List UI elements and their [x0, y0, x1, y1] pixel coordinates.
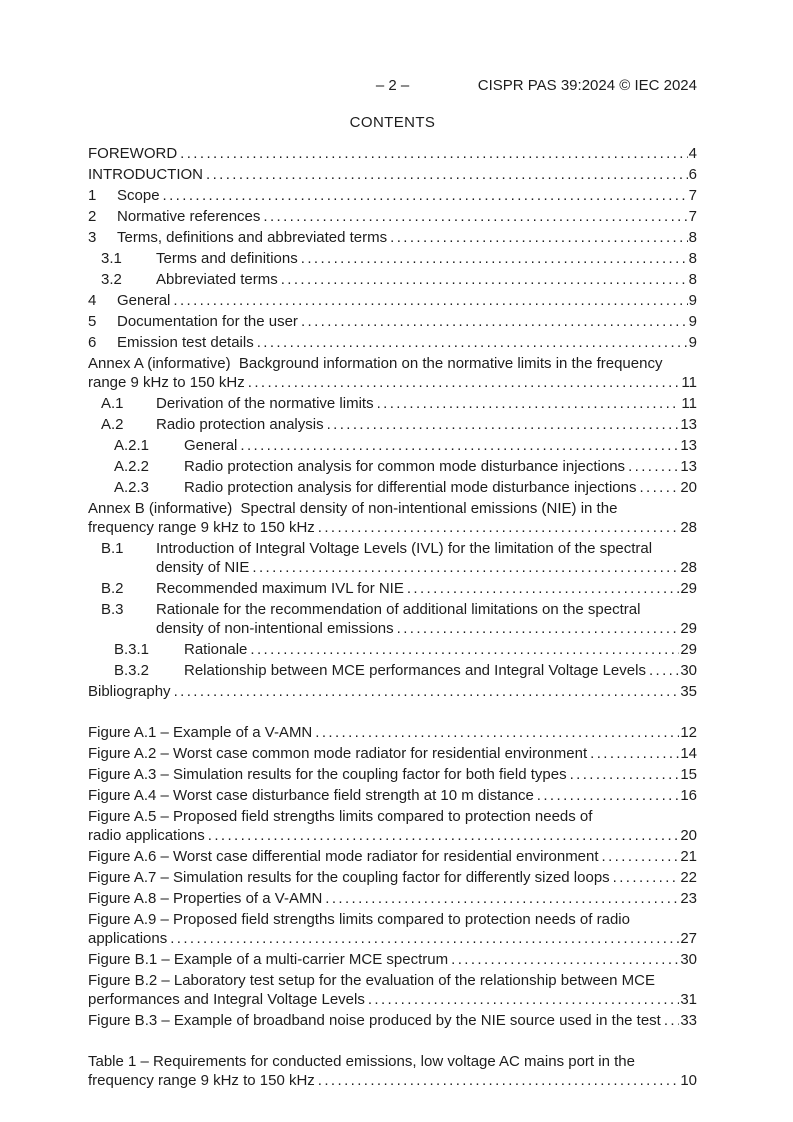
toc-entry-page: 9	[688, 334, 697, 351]
toc-entry-text: applications	[88, 930, 168, 947]
toc-entry-page: 28	[680, 519, 697, 536]
toc-entry-text: density of non-intentional emissions	[156, 620, 394, 637]
toc-entry[interactable]	[88, 1011, 697, 1030]
toc-entry-text: Figure A.2 – Worst case common mode radiator for residential environment	[88, 745, 588, 762]
toc-entry-number: A.2	[101, 416, 124, 433]
dot-leader	[649, 661, 679, 680]
toc-entry-text: frequency range 9 kHz to 150 kHz	[88, 1072, 315, 1089]
toc-entry-page: 33	[680, 1012, 697, 1029]
dot-leader	[301, 249, 688, 268]
toc-entry[interactable]	[88, 950, 697, 969]
toc-entry-page: 4	[688, 145, 697, 162]
toc-entry[interactable]	[88, 868, 697, 887]
dot-leader	[639, 478, 679, 497]
dot-leader	[602, 847, 680, 866]
toc-entry-text: Scope	[117, 187, 160, 204]
toc-entry-text: Rationale	[184, 641, 248, 658]
dot-leader	[281, 270, 688, 289]
toc-entry[interactable]	[88, 889, 697, 908]
dot-leader	[252, 558, 679, 577]
toc-entry[interactable]	[88, 478, 697, 497]
page-header	[88, 76, 697, 95]
toc-entry[interactable]	[88, 207, 697, 226]
toc-entry-text: Annex A (informative) Background information on the normative limits in the frequency	[88, 355, 663, 372]
toc-entry-text: FOREWORD	[88, 145, 178, 162]
toc-entry[interactable]	[88, 910, 697, 948]
dot-leader	[257, 333, 688, 352]
dot-leader	[180, 144, 687, 163]
toc-entry-page: 12	[680, 724, 697, 741]
toc-entry-page: 8	[688, 271, 697, 288]
toc-entry-text: Radio protection analysis for differential mode disturbance injections	[184, 479, 637, 496]
dot-leader	[208, 826, 680, 845]
toc-entry-page: 20	[680, 479, 697, 496]
toc-entry-text: Emission test details	[117, 334, 254, 351]
toc-entry-number: 5	[88, 313, 97, 330]
contents-title: CONTENTS	[349, 114, 436, 131]
toc-entry-number: 3.1	[101, 250, 122, 267]
dot-leader	[537, 786, 680, 805]
toc-entry-page: 15	[680, 766, 697, 783]
toc-entry-page: 29	[680, 641, 697, 658]
toc-entry-page: 13	[680, 416, 697, 433]
toc-entry-text: Figure A.7 – Simulation results for the coupling factor for differently sized loops	[88, 869, 610, 886]
toc-entry[interactable]	[88, 640, 697, 659]
toc-entry-text: Rationale for the recommendation of additional limitations on the spectral	[156, 601, 641, 618]
toc-entry-text: Documentation for the user	[117, 313, 298, 330]
toc-entry-text: General	[117, 292, 171, 309]
toc-entry-number: B.2	[101, 580, 124, 597]
toc-entry-page: 14	[680, 745, 697, 762]
toc-entry-text: Figure A.9 – Proposed field strengths limits compared to protection needs of radio	[88, 911, 630, 928]
dot-leader	[173, 291, 687, 310]
toc-entry-text: Figure B.3 – Example of broadband noise produced by the NIE source used in the test	[88, 1012, 661, 1029]
toc-entry-number: 6	[88, 334, 97, 351]
toc-entry[interactable]	[88, 661, 697, 680]
toc-entry[interactable]	[88, 249, 697, 268]
dot-leader	[250, 640, 679, 659]
toc-entry[interactable]	[88, 186, 697, 205]
toc-entry[interactable]	[88, 579, 697, 598]
toc-entry-number: 3	[88, 229, 97, 246]
toc-entry[interactable]	[88, 765, 697, 784]
toc-entry-page: 23	[680, 890, 697, 907]
toc-entry-number: 3.2	[101, 271, 122, 288]
toc-entry-text: Figure B.2 – Laboratory test setup for the evaluation of the relationship between MCE	[88, 972, 655, 989]
toc-entry-text: Derivation of the normative limits	[156, 395, 374, 412]
toc-entry-number: B.3.1	[114, 641, 150, 658]
toc-entry-page: 7	[688, 208, 697, 225]
toc-entry-page: 35	[680, 683, 697, 700]
dot-leader	[377, 394, 681, 413]
toc-entry-text: Terms, definitions and abbreviated terms	[117, 229, 388, 246]
toc-entry-text: Figure A.5 – Proposed field strengths limits compared to protection needs of	[88, 808, 593, 825]
toc-entry-number: A.2.3	[114, 479, 150, 496]
dot-leader	[613, 868, 680, 887]
toc-entry-page: 16	[680, 787, 697, 804]
table-of-contents	[88, 144, 697, 1090]
toc-entry-page: 28	[680, 559, 697, 576]
toc-entry-number: A.2.2	[114, 458, 150, 475]
dot-leader	[570, 765, 680, 784]
toc-entry-text: Figure A.1 – Example of a V-AMN	[88, 724, 313, 741]
toc-entry-text: Recommended maximum IVL for NIE	[156, 580, 404, 597]
dot-leader	[628, 457, 679, 476]
dot-leader	[174, 682, 680, 701]
toc-entry[interactable]	[88, 457, 697, 476]
dot-leader	[590, 744, 679, 763]
dot-leader	[301, 312, 688, 331]
toc-entry-text: Normative references	[117, 208, 261, 225]
dot-leader	[318, 1071, 680, 1090]
toc-entry-number: B.3.2	[114, 662, 150, 679]
toc-entry[interactable]	[88, 723, 697, 742]
toc-entry[interactable]	[88, 682, 697, 701]
toc-entry[interactable]	[88, 415, 697, 434]
toc-entry[interactable]	[88, 144, 697, 163]
toc-entry-number: B.1	[101, 540, 124, 557]
dot-leader	[368, 990, 679, 1009]
toc-entry[interactable]	[88, 291, 697, 310]
toc-entry-text: performances and Integral Voltage Levels	[88, 991, 365, 1008]
toc-entry[interactable]	[88, 312, 697, 331]
toc-entry-page: 31	[680, 991, 697, 1008]
toc-entry-text: Relationship between MCE performances and Integral Voltage Levels	[184, 662, 646, 679]
toc-entry-page: 9	[688, 313, 697, 330]
toc-entry-text: frequency range 9 kHz to 150 kHz	[88, 519, 315, 536]
toc-entry[interactable]	[88, 499, 697, 537]
toc-entry[interactable]	[88, 333, 697, 352]
toc-entry[interactable]	[88, 394, 697, 413]
toc-entry[interactable]	[88, 600, 697, 638]
toc-entry-text: Terms and definitions	[156, 250, 298, 267]
toc-entry-page: 29	[680, 620, 697, 637]
toc-entry[interactable]	[88, 354, 697, 392]
toc-entry-text: General	[184, 437, 238, 454]
toc-entry-page: 7	[688, 187, 697, 204]
toc-entry[interactable]	[88, 436, 697, 455]
toc-entry-page: 8	[688, 250, 697, 267]
toc-entry-text: range 9 kHz to 150 kHz	[88, 374, 245, 391]
toc-entry-text: Figure A.8 – Properties of a V-AMN	[88, 890, 323, 907]
dot-leader	[240, 436, 679, 455]
toc-entry-page: 6	[688, 166, 697, 183]
dot-leader	[318, 518, 680, 537]
toc-entry[interactable]	[88, 165, 697, 184]
toc-entry[interactable]	[88, 744, 697, 763]
toc-entry-page: 13	[680, 458, 697, 475]
toc-entry-page: 21	[680, 848, 697, 865]
dot-leader	[248, 373, 681, 392]
document-reference: CISPR PAS 39:2024 © IEC 2024	[477, 77, 697, 94]
toc-entry[interactable]	[88, 847, 697, 866]
toc-entry-number: B.3	[101, 601, 124, 618]
dot-leader	[390, 228, 688, 247]
dot-leader	[315, 723, 679, 742]
toc-entry-text: Bibliography	[88, 683, 171, 700]
toc-entry[interactable]	[88, 539, 697, 577]
toc-entry-page: 8	[688, 229, 697, 246]
toc-entry-text: Figure A.4 – Worst case disturbance field strength at 10 m distance	[88, 787, 534, 804]
toc-entry-text: density of NIE	[156, 559, 250, 576]
dot-leader	[325, 889, 679, 908]
toc-entry-page: 30	[680, 662, 697, 679]
toc-entry-number: 1	[88, 187, 97, 204]
toc-entry-text: Figure B.1 – Example of a multi-carrier MCE spectrum	[88, 951, 449, 968]
dot-leader	[263, 207, 687, 226]
toc-entry-text: Abbreviated terms	[156, 271, 278, 288]
toc-entry-text: Radio protection analysis for common mode disturbance injections	[184, 458, 626, 475]
toc-entry-page: 30	[680, 951, 697, 968]
toc-entry-page: 22	[680, 869, 697, 886]
toc-entry-page: 27	[680, 930, 697, 947]
dot-leader	[170, 929, 679, 948]
toc-entry-text: Table 1 – Requirements for conducted emissions, low voltage AC mains port in the	[88, 1053, 635, 1070]
toc-entry-page: 11	[681, 374, 697, 391]
toc-entry-text: Figure A.3 – Simulation results for the coupling factor for both field types	[88, 766, 567, 783]
dot-leader	[327, 415, 680, 434]
dot-leader	[407, 579, 679, 598]
dot-leader	[664, 1011, 679, 1030]
toc-entry-text: Radio protection analysis	[156, 416, 324, 433]
toc-entry-page: 10	[680, 1072, 697, 1089]
toc-entry[interactable]	[88, 1052, 697, 1090]
toc-entry[interactable]	[88, 971, 697, 1009]
toc-entry-page: 9	[688, 292, 697, 309]
dot-leader	[206, 165, 688, 184]
toc-entry-text: Annex B (informative) Spectral density of non-intentional emissions (NIE) in the	[88, 500, 618, 517]
toc-entry-page: 29	[680, 580, 697, 597]
toc-entry[interactable]	[88, 786, 697, 805]
toc-entry-text: radio applications	[88, 827, 205, 844]
dot-leader	[397, 619, 680, 638]
page-number-marker: – 2 –	[375, 77, 410, 94]
toc-entry[interactable]	[88, 228, 697, 247]
toc-entry-number: 4	[88, 292, 97, 309]
toc-entry[interactable]	[88, 807, 697, 845]
toc-entry-number: A.2.1	[114, 437, 150, 454]
dot-leader	[451, 950, 679, 969]
toc-entry[interactable]	[88, 270, 697, 289]
toc-entry-page: 13	[680, 437, 697, 454]
dot-leader	[163, 186, 688, 205]
toc-entry-text: Introduction of Integral Voltage Levels (IVL) for the limitation of the spectral	[156, 540, 653, 557]
toc-entry-number: A.1	[101, 395, 124, 412]
toc-entry-page: 11	[681, 395, 697, 412]
toc-entry-page: 20	[680, 827, 697, 844]
toc-entry-text: Figure A.6 – Worst case differential mode radiator for residential environment	[88, 848, 599, 865]
toc-entry-text: INTRODUCTION	[88, 166, 203, 183]
toc-entry-number: 2	[88, 208, 97, 225]
